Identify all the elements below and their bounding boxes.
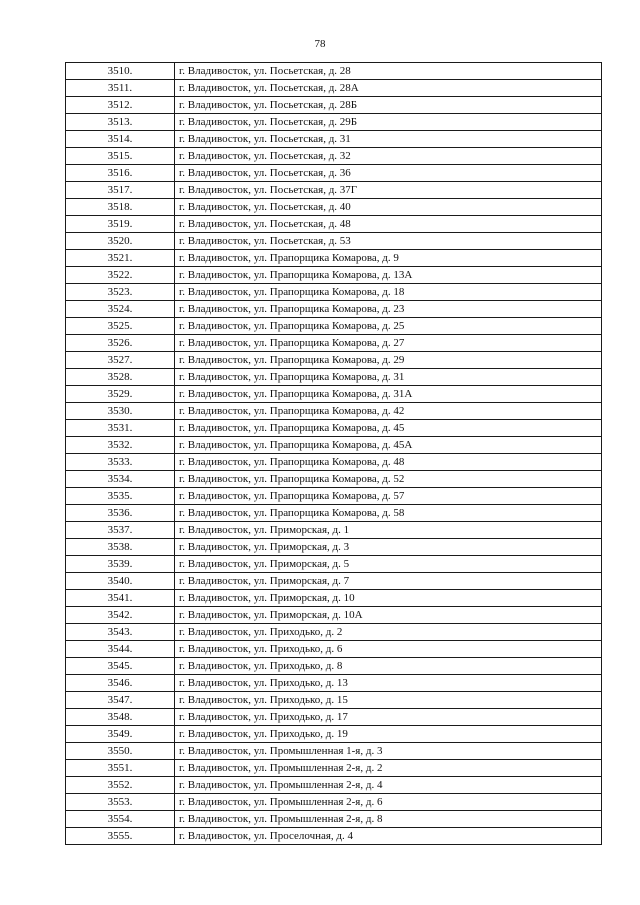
table-row <box>66 624 602 641</box>
table-row <box>66 743 602 760</box>
row-number-cell: 3513. <box>66 114 175 131</box>
row-number-cell: 3524. <box>66 301 175 318</box>
row-number-cell: 3551. <box>66 760 175 777</box>
table-row <box>66 760 602 777</box>
table-row <box>66 471 602 488</box>
table-row <box>66 726 602 743</box>
address-cell: г. Владивосток, ул. Промышленная 2-я, д. 6 <box>175 794 602 811</box>
row-number-cell: 3545. <box>66 658 175 675</box>
table-row <box>66 131 602 148</box>
row-number-cell: 3531. <box>66 420 175 437</box>
address-cell: г. Владивосток, ул. Приходько, д. 15 <box>175 692 602 709</box>
table-row <box>66 335 602 352</box>
row-number-cell: 3540. <box>66 573 175 590</box>
row-number-cell: 3538. <box>66 539 175 556</box>
address-cell: г. Владивосток, ул. Прапорщика Комарова, д. 13А <box>175 267 602 284</box>
address-cell: г. Владивосток, ул. Приморская, д. 7 <box>175 573 602 590</box>
row-number-cell: 3535. <box>66 488 175 505</box>
table-row <box>66 352 602 369</box>
address-cell: г. Владивосток, ул. Прапорщика Комарова, д. 58 <box>175 505 602 522</box>
table-row <box>66 233 602 250</box>
row-number-cell: 3528. <box>66 369 175 386</box>
address-cell: г. Владивосток, ул. Посьетская, д. 48 <box>175 216 602 233</box>
table-row <box>66 216 602 233</box>
row-number-cell: 3510. <box>66 63 175 80</box>
row-number-cell: 3529. <box>66 386 175 403</box>
row-number-cell: 3527. <box>66 352 175 369</box>
row-number-cell: 3537. <box>66 522 175 539</box>
table-row <box>66 386 602 403</box>
address-cell: г. Владивосток, ул. Промышленная 2-я, д. 8 <box>175 811 602 828</box>
row-number-cell: 3552. <box>66 777 175 794</box>
row-number-cell: 3512. <box>66 97 175 114</box>
table-row <box>66 114 602 131</box>
table-row <box>66 403 602 420</box>
address-cell: г. Владивосток, ул. Промышленная 1-я, д. 3 <box>175 743 602 760</box>
table-row <box>66 250 602 267</box>
table-row <box>66 369 602 386</box>
row-number-cell: 3517. <box>66 182 175 199</box>
table-row <box>66 97 602 114</box>
table-row <box>66 539 602 556</box>
table-row <box>66 573 602 590</box>
table-row <box>66 80 602 97</box>
address-cell: г. Владивосток, ул. Приходько, д. 6 <box>175 641 602 658</box>
table-row <box>66 148 602 165</box>
table-row <box>66 828 602 845</box>
table-row <box>66 505 602 522</box>
table-row <box>66 590 602 607</box>
row-number-cell: 3530. <box>66 403 175 420</box>
row-number-cell: 3544. <box>66 641 175 658</box>
table-row <box>66 199 602 216</box>
address-cell: г. Владивосток, ул. Приходько, д. 17 <box>175 709 602 726</box>
row-number-cell: 3542. <box>66 607 175 624</box>
row-number-cell: 3546. <box>66 675 175 692</box>
row-number-cell: 3549. <box>66 726 175 743</box>
row-number-cell: 3522. <box>66 267 175 284</box>
row-number-cell: 3533. <box>66 454 175 471</box>
table-row <box>66 284 602 301</box>
address-cell: г. Владивосток, ул. Приморская, д. 3 <box>175 539 602 556</box>
table-row <box>66 165 602 182</box>
table-row <box>66 267 602 284</box>
address-cell: г. Владивосток, ул. Прапорщика Комарова, д. 27 <box>175 335 602 352</box>
address-cell: г. Владивосток, ул. Прапорщика Комарова, д. 31А <box>175 386 602 403</box>
table-row <box>66 777 602 794</box>
address-cell: г. Владивосток, ул. Прапорщика Комарова, д. 18 <box>175 284 602 301</box>
address-cell: г. Владивосток, ул. Посьетская, д. 28Б <box>175 97 602 114</box>
address-cell: г. Владивосток, ул. Посьетская, д. 40 <box>175 199 602 216</box>
table-row <box>66 318 602 335</box>
address-cell: г. Владивосток, ул. Приходько, д. 2 <box>175 624 602 641</box>
table-row <box>66 811 602 828</box>
address-cell: г. Владивосток, ул. Прапорщика Комарова, д. 42 <box>175 403 602 420</box>
address-cell: г. Владивосток, ул. Посьетская, д. 53 <box>175 233 602 250</box>
table-row <box>66 63 602 80</box>
row-number-cell: 3536. <box>66 505 175 522</box>
table-row <box>66 301 602 318</box>
row-number-cell: 3553. <box>66 794 175 811</box>
row-number-cell: 3541. <box>66 590 175 607</box>
address-cell: г. Владивосток, ул. Прапорщика Комарова, д. 31 <box>175 369 602 386</box>
table-row <box>66 692 602 709</box>
address-cell: г. Владивосток, ул. Посьетская, д. 28А <box>175 80 602 97</box>
row-number-cell: 3518. <box>66 199 175 216</box>
address-cell: г. Владивосток, ул. Прапорщика Комарова, д. 48 <box>175 454 602 471</box>
table-row <box>66 641 602 658</box>
row-number-cell: 3547. <box>66 692 175 709</box>
table-row <box>66 658 602 675</box>
row-number-cell: 3534. <box>66 471 175 488</box>
row-number-cell: 3532. <box>66 437 175 454</box>
address-cell: г. Владивосток, ул. Прапорщика Комарова, д. 9 <box>175 250 602 267</box>
address-cell: г. Владивосток, ул. Посьетская, д. 32 <box>175 148 602 165</box>
address-cell: г. Владивосток, ул. Приморская, д. 10 <box>175 590 602 607</box>
row-number-cell: 3521. <box>66 250 175 267</box>
row-number-cell: 3525. <box>66 318 175 335</box>
address-cell: г. Владивосток, ул. Прапорщика Комарова, д. 45 <box>175 420 602 437</box>
address-cell: г. Владивосток, ул. Прапорщика Комарова, д. 52 <box>175 471 602 488</box>
table-body <box>66 63 602 845</box>
address-cell: г. Владивосток, ул. Приходько, д. 19 <box>175 726 602 743</box>
table-row <box>66 454 602 471</box>
address-cell: г. Владивосток, ул. Прапорщика Комарова, д. 57 <box>175 488 602 505</box>
address-cell: г. Владивосток, ул. Проселочная, д. 4 <box>175 828 602 845</box>
row-number-cell: 3539. <box>66 556 175 573</box>
table-row <box>66 437 602 454</box>
address-cell: г. Владивосток, ул. Посьетская, д. 28 <box>175 63 602 80</box>
address-cell: г. Владивосток, ул. Приходько, д. 8 <box>175 658 602 675</box>
table-row <box>66 420 602 437</box>
row-number-cell: 3548. <box>66 709 175 726</box>
row-number-cell: 3554. <box>66 811 175 828</box>
address-cell: г. Владивосток, ул. Приморская, д. 1 <box>175 522 602 539</box>
address-cell: г. Владивосток, ул. Промышленная 2-я, д. 2 <box>175 760 602 777</box>
table-row <box>66 709 602 726</box>
table-row <box>66 488 602 505</box>
address-cell: г. Владивосток, ул. Прапорщика Комарова, д. 29 <box>175 352 602 369</box>
row-number-cell: 3516. <box>66 165 175 182</box>
address-cell: г. Владивосток, ул. Прапорщика Комарова, д. 23 <box>175 301 602 318</box>
row-number-cell: 3511. <box>66 80 175 97</box>
address-cell: г. Владивосток, ул. Приморская, д. 5 <box>175 556 602 573</box>
row-number-cell: 3515. <box>66 148 175 165</box>
address-cell: г. Владивосток, ул. Промышленная 2-я, д. 4 <box>175 777 602 794</box>
row-number-cell: 3526. <box>66 335 175 352</box>
table-row <box>66 675 602 692</box>
table-row <box>66 522 602 539</box>
address-cell: г. Владивосток, ул. Посьетская, д. 31 <box>175 131 602 148</box>
address-cell: г. Владивосток, ул. Посьетская, д. 36 <box>175 165 602 182</box>
row-number-cell: 3520. <box>66 233 175 250</box>
address-cell: г. Владивосток, ул. Приходько, д. 13 <box>175 675 602 692</box>
row-number-cell: 3523. <box>66 284 175 301</box>
table-row <box>66 794 602 811</box>
address-table <box>65 62 602 845</box>
row-number-cell: 3550. <box>66 743 175 760</box>
table-row <box>66 556 602 573</box>
row-number-cell: 3543. <box>66 624 175 641</box>
table-row <box>66 182 602 199</box>
row-number-cell: 3555. <box>66 828 175 845</box>
address-cell: г. Владивосток, ул. Посьетская, д. 37Г <box>175 182 602 199</box>
row-number-cell: 3519. <box>66 216 175 233</box>
page-number: 78 <box>314 38 326 50</box>
address-cell: г. Владивосток, ул. Прапорщика Комарова, д. 45А <box>175 437 602 454</box>
table-row <box>66 607 602 624</box>
address-cell: г. Владивосток, ул. Прапорщика Комарова, д. 25 <box>175 318 602 335</box>
row-number-cell: 3514. <box>66 131 175 148</box>
address-cell: г. Владивосток, ул. Приморская, д. 10А <box>175 607 602 624</box>
address-cell: г. Владивосток, ул. Посьетская, д. 29Б <box>175 114 602 131</box>
